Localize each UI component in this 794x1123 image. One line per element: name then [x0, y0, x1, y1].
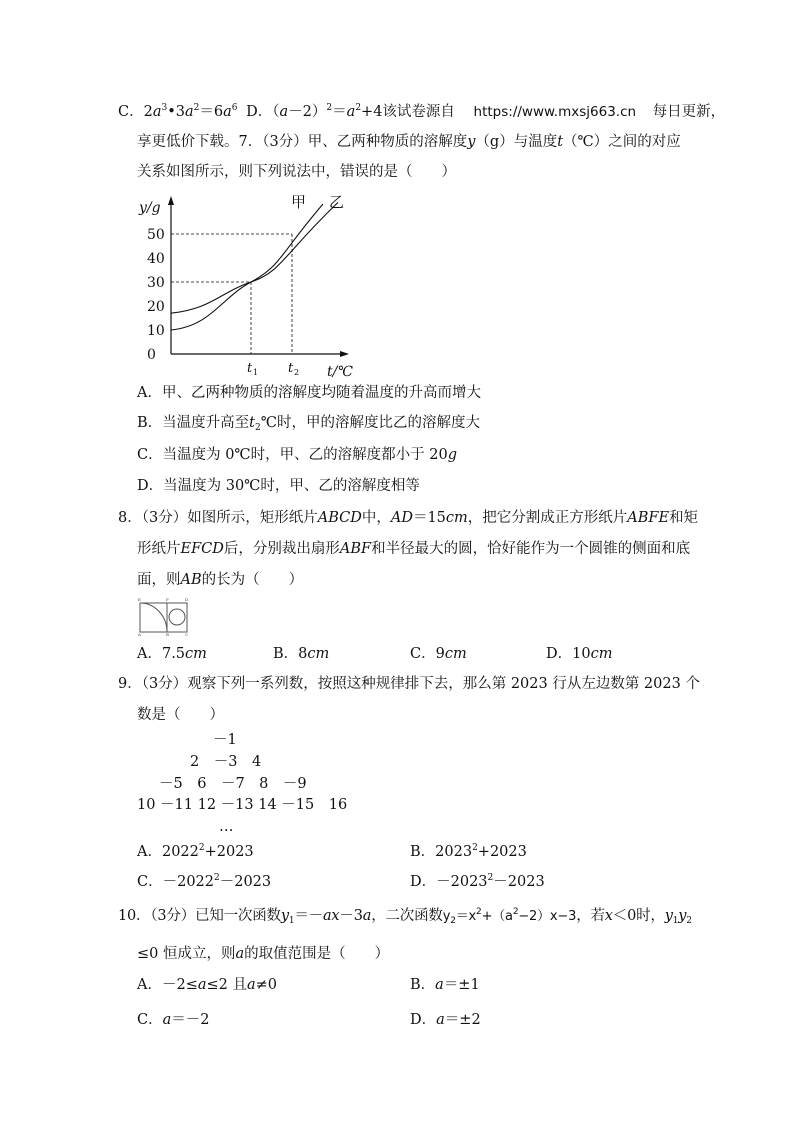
- x-tick-label-t1: t: [247, 361, 253, 376]
- series-yi-label: 乙: [329, 193, 345, 211]
- y-tick-label-20: 20: [147, 299, 165, 315]
- q9-triangle-row-4: 10 －11 12 －13 14 －15 16: [137, 797, 348, 813]
- y-tick-label-10: 10: [147, 323, 165, 339]
- q9-stem-line2: 数是（ ）: [137, 707, 224, 723]
- q7-solubility-chart: [130, 190, 370, 380]
- q9-option-a[interactable]: A．$2022^2+2023$: [137, 843, 254, 860]
- x-axis-label: t/℃: [327, 364, 354, 380]
- q10-option-d[interactable]: D．a＝±2: [410, 1012, 481, 1028]
- x-tick-label-t2: t: [288, 361, 294, 376]
- y-axis-arrow: [168, 196, 174, 205]
- q8-stem-line3: 面，则AB的长为（ ）: [137, 572, 304, 588]
- q9-option-d[interactable]: D．$-2023^2-2023$: [410, 873, 545, 890]
- y-tick-label-0: 0: [147, 347, 156, 363]
- y-tick-label-40: 40: [147, 251, 165, 267]
- q7-stem-line2: 关系如图所示，则下列说法中，错误的是（ ）: [137, 164, 456, 180]
- ad-url-link[interactable]: https://www.mxsj663.cn: [473, 104, 637, 120]
- x-axis-arrow: [340, 351, 349, 357]
- sector-abf: [140, 603, 167, 632]
- series-jia-line: [171, 204, 323, 330]
- q9-triangle-row-2: 2 －3 4: [190, 754, 262, 770]
- y-tick-label-50: 50: [147, 227, 165, 243]
- q10-option-a[interactable]: A．－2≤a≤2 且a≠0: [137, 977, 278, 993]
- q9-triangle-row-1: －1: [213, 732, 237, 748]
- q9-triangle-row-3: －5 6 －7 8 －9: [159, 776, 307, 792]
- svg-text:D: D: [185, 597, 189, 602]
- q7-option-d[interactable]: D．当温度为 30℃时，甲、乙的溶解度相等: [137, 478, 420, 494]
- svg-text:F: F: [166, 597, 169, 602]
- series-yi-line: [171, 202, 338, 313]
- svg-text:C: C: [185, 632, 189, 637]
- q7-stem-line1: 享更低价下载。7．（3分）甲、乙两种物质的溶解度y（g）与温度t（℃）之间的对应: [137, 134, 681, 150]
- q8-option-d[interactable]: D．10cm: [546, 646, 613, 662]
- q10-option-c[interactable]: C．a＝－2: [137, 1012, 210, 1028]
- q8-rectangle-figure: [136, 597, 192, 637]
- q8-option-a[interactable]: A．7.5cm: [137, 646, 207, 662]
- q7-option-b[interactable]: B．当温度升高至$t_2℃$时，甲的溶解度比乙的溶解度大: [137, 415, 480, 433]
- q8-stem-line2: 形纸片EFCD后，分别裁出扇形ABF和半径最大的圆，恰好能作为一个圆锥的侧面和底: [137, 541, 691, 557]
- svg-text:B: B: [166, 632, 169, 637]
- q8-option-b[interactable]: B．8cm: [273, 646, 330, 662]
- series-jia-label: 甲: [291, 193, 307, 211]
- x-tick-sub-t2: 2: [294, 368, 300, 377]
- q8-option-c[interactable]: C．9cm: [410, 646, 467, 662]
- q9-triangle-ellipsis: …: [219, 819, 234, 835]
- q10-option-b[interactable]: B．a＝±1: [410, 977, 480, 993]
- base-circle: [169, 609, 185, 625]
- q10-stem-line1: 10．（3分）已知一次函数$y_1=-ax-3a$，二次函数$y_2=x^2+(a^2-2)x-3$，若x＜0时，$y_1y_2$: [118, 907, 692, 926]
- q9-stem-line1: 9．（3分）观察下列一系列数，按照这种规律排下去，那么第 2023 行从左边数第 2023 个: [118, 676, 700, 692]
- y-axis-label: y/g: [139, 200, 161, 216]
- q7-option-c[interactable]: C．当温度为 0℃时，甲、乙的溶解度都小于 20g: [137, 447, 458, 463]
- q8-stem-line1: 8．（3分）如图所示，矩形纸片ABCD中，AD＝15cm，把它分割成正方形纸片ABFE和矩: [118, 510, 699, 526]
- q9-option-b[interactable]: B．$2023^2+2023$: [410, 843, 527, 860]
- q7-option-a[interactable]: A．甲、乙两种物质的溶解度均随着温度的升高而增大: [137, 385, 481, 401]
- y-tick-label-30: 30: [147, 275, 165, 291]
- svg-text:A: A: [138, 632, 141, 637]
- x-tick-sub-t1: 1: [253, 368, 259, 377]
- q6-option-c-d-line: C．$2a^3•3a^2=6a^6$ D．$(a-2)^2=a^2+4$该试卷源自 https://www.mxsj663.cn 每日更新，: [118, 103, 726, 120]
- svg-text:E: E: [138, 597, 141, 602]
- q10-stem-line2: ≤0 恒成立，则a的取值范围是（ ）: [137, 946, 390, 962]
- q9-option-c[interactable]: C．$-2022^2-2023$: [137, 873, 272, 890]
